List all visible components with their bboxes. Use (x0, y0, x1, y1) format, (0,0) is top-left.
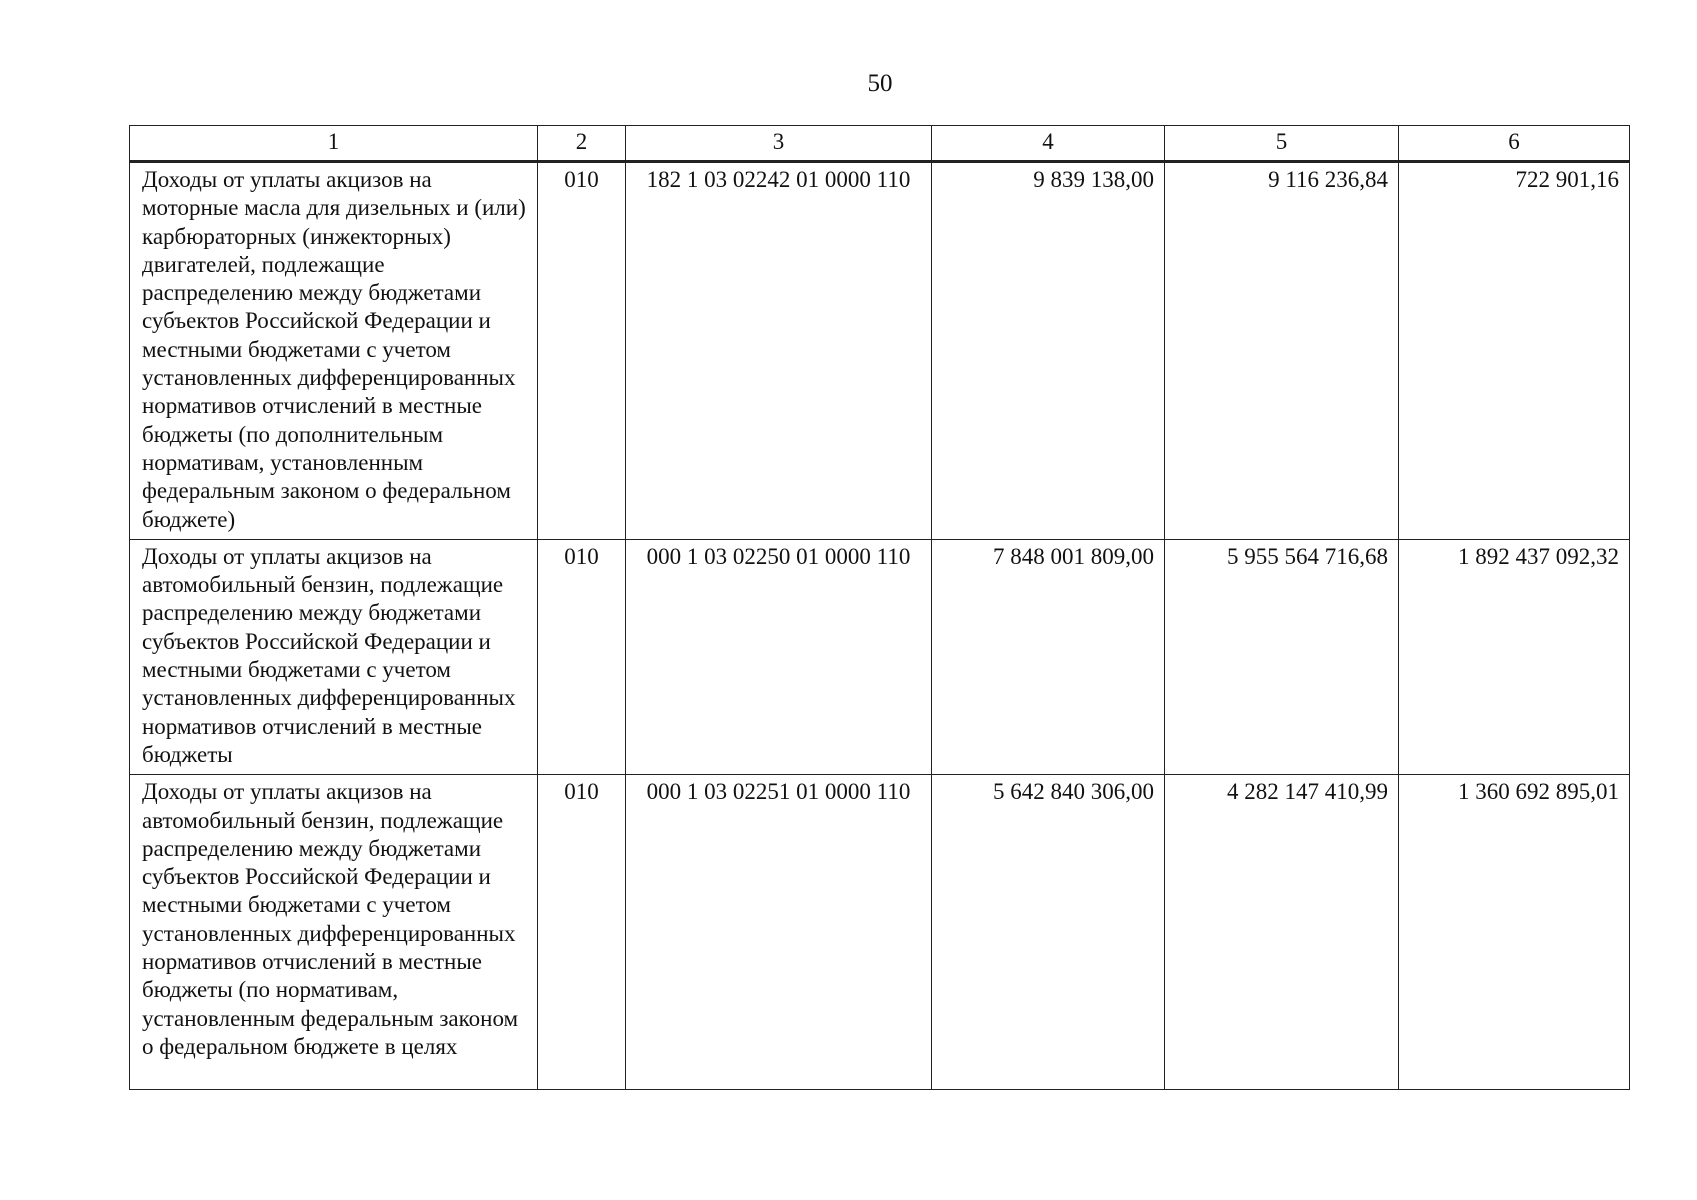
budget-code-cell: 000 1 03 02251 01 0000 110 (626, 775, 932, 1090)
column-header-3: 3 (626, 126, 932, 162)
amount-col6-cell: 1 892 437 092,32 (1399, 539, 1630, 774)
table-row (130, 162, 1630, 540)
table-row (130, 775, 1630, 1090)
column-header-1: 1 (130, 126, 538, 162)
column-header-2: 2 (538, 126, 626, 162)
amount-col6-cell: 722 901,16 (1399, 162, 1630, 540)
admin-code-cell: 010 (538, 539, 626, 774)
amount-col5-cell: 4 282 147 410,99 (1165, 775, 1399, 1090)
table-header-row (130, 126, 1630, 162)
column-header-6: 6 (1399, 126, 1630, 162)
budget-code-cell: 000 1 03 02250 01 0000 110 (626, 539, 932, 774)
column-header-5: 5 (1165, 126, 1399, 162)
amount-col4-cell: 5 642 840 306,00 (932, 775, 1165, 1090)
budget-code-cell: 182 1 03 02242 01 0000 110 (626, 162, 932, 540)
revenue-table (129, 125, 1630, 1090)
amount-col5-cell: 5 955 564 716,68 (1165, 539, 1399, 774)
income-name-cell: Доходы от уплаты акцизов на автомобильный бензин, подлежащие распределению между бюджетами субъектов Российской Федерации и местными бюджетами с учетом установленных дифференцированных нормативов отчислений в местные бюджеты (130, 539, 538, 774)
income-name-cell: Доходы от уплаты акцизов на моторные масла для дизельных и (или) карбюраторных (инжекторных) двигателей, подлежащие распределению между бюджетами субъектов Российской Федерации и местными бюджетами с учетом установленных дифференцированных нормативов отчислений в местные бюджеты (по дополнительным нормативам, установленным федеральным законом о федеральном бюджете) (130, 162, 538, 540)
page-number: 50 (867, 70, 893, 97)
table-row (130, 539, 1630, 774)
admin-code-cell: 010 (538, 162, 626, 540)
amount-col4-cell: 7 848 001 809,00 (932, 539, 1165, 774)
column-header-4: 4 (932, 126, 1165, 162)
amount-col4-cell: 9 839 138,00 (932, 162, 1165, 540)
amount-col6-cell: 1 360 692 895,01 (1399, 775, 1630, 1090)
admin-code-cell: 010 (538, 775, 626, 1090)
income-name-cell: Доходы от уплаты акцизов на автомобильный бензин, подлежащие распределению между бюджетами субъектов Российской Федерации и местными бюджетами с учетом установленных дифференцированных нормативов отчислений в местные бюджеты (по нормативам, установленным федеральным законом о федеральном бюджете в целях (130, 775, 538, 1090)
amount-col5-cell: 9 116 236,84 (1165, 162, 1399, 540)
